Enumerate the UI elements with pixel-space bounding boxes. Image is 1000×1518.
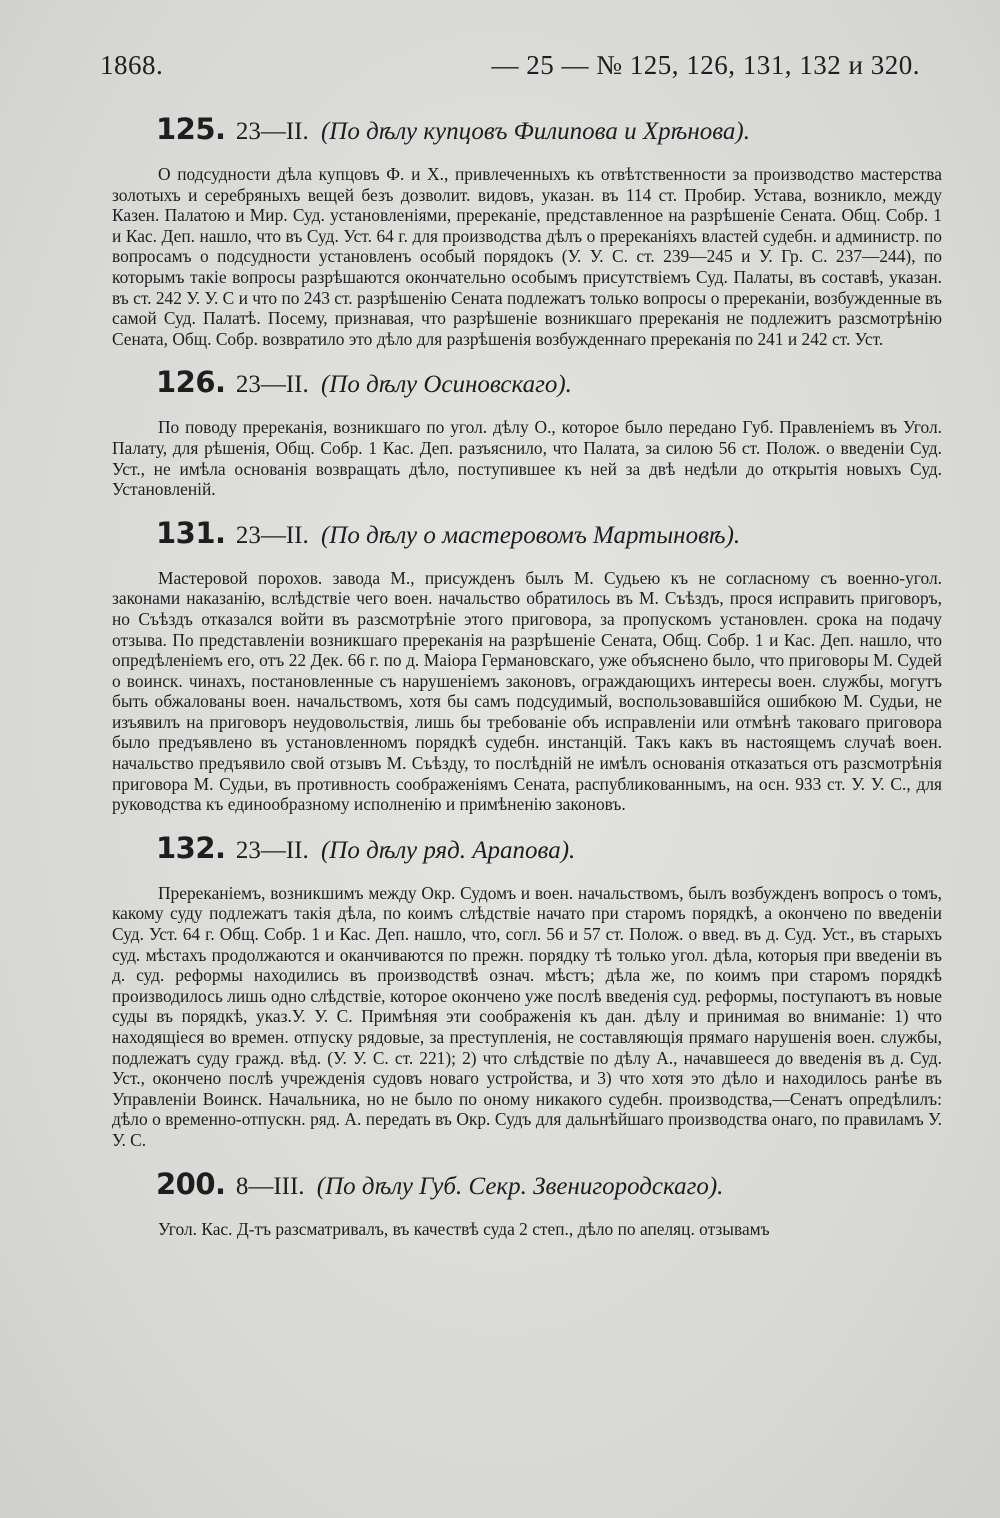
- running-head: — 25 — № 125, 126, 131, 132 и 320.: [491, 50, 920, 80]
- entry-heading: [156, 831, 942, 865]
- entry-text: Пререканiемъ, возникшимъ между Окр. Судомъ и воен. начальствомъ, былъ возбужденъ вопросъ о томъ, какому суду подлежатъ такiя дѣла, по коимъ слѣдствiе начато при старомъ порядкѣ, а окончено по введенiи Суд. Уст. 64 г. Общ. Собр. 1 и Кас. Деп. нашло, что, согл. 56 и 57 ст. Полож. о введ. въ д. Суд. Уст., въ старыхъ суд. мѣстахъ продолжаются и оканчиваются по прежн. порядку тѣ только угол. дѣла, которыя при введенiи въ д. суд. реформы находились въ производствѣ означ. мѣстъ; дѣла же, по коимъ при старомъ порядкѣ производилось лишь одно слѣдствiе, которое окончено уже послѣ введенiя суд. реформы, поступаютъ въ новые суды въ порядкѣ, указ.У. У. С. Примѣняя эти соображенiя къ дан. дѣлу и принимая во вниманiе: 1) что находящiеся во времен. отпуску рядовые, за преступленiя, не составляющiя прямаго нарушенiя воен. службы, подлежатъ суду гражд. вѣд. (У. У. С. ст. 221); 2) что слѣдствiе по дѣлу А., начавшееся до введенiя въ д. Суд. Уст., окончено послѣ учрежденiя судовъ новаго устройства, и 3) что хотя это дѣло и находилось ранѣе въ Управленiи Воинск. Начальника, но не было по оному никакого судебн. производства,—Сенатъ опредѣлилъ: дѣло о временно-отпускн. ряд. А. передать въ Окр. Судъ для дальнѣйшаго производства онаго, по правиламъ У. У. С.: [112, 882, 942, 1150]
- entry-case-title: (По дѣлу о мастеровомъ Мартыновѣ).: [320, 521, 741, 549]
- entry-date: 8—III.: [235, 1172, 305, 1200]
- entry-number: 125.: [156, 112, 226, 146]
- entry-number: 131.: [156, 515, 226, 550]
- entry-number: 132.: [156, 830, 226, 865]
- entry-number: 126.: [156, 365, 226, 400]
- page-year: 1868.: [100, 50, 164, 80]
- entry-131: [112, 516, 942, 815]
- entry-text: Мастеровой порохов. завода М., присужденъ былъ М. Судьею къ не согласному съ военно-угол. законами наказанiю, вслѣдствiе чего воен. начальство обратилось въ М. Съѣздъ, прося исправить приговоръ, но Съѣздъ отказался войти въ разсмотрѣнiе этого приговора, за пропускомъ установлен. срока на подачу отзыва. По представленiи возникшаго пререканiя на разрѣшенiе Сената, Общ. Собр. 1 и Кас. Деп. нашло, что опредѣленiемъ его, отъ 22 Дек. 66 г. по д. Маiора Германовскаго, уже объяснено было, что приговоры М. Судей о воинск. чинахъ, постановленные съ нарушенiемъ законовъ, ограждающихъ интересы воен. службы, могутъ быть обжалованы воен. начальствомъ, хотя бы самъ подсудимый, воспользовавшiйся ошибкою М. Судьи, не изъявилъ на приговоръ неудовольствiя, лишь бы требованiе объ исправленiи или отмѣнѣ таковаго приговора было предъявлено въ установленномъ порядкѣ судебн. инстанцiй. Такъ какъ въ настоящемъ случаѣ воен. начальство предъявило свой отзывъ М. Съѣзду, то послѣднiй не имѣлъ основанiя отказаться отъ разсмотрѣнiя приговора М. Судьи, въ противность соображенiямъ Сената, распубликованнымъ, на осн. 933 ст. У. У. С., для руководства къ единообразному исполненiю и примѣненiю законовъ.: [112, 567, 942, 815]
- entry-heading: [156, 1167, 942, 1201]
- entry-heading: [156, 516, 942, 550]
- entry-case-title: (По дѣлу ряд. Арапова).: [320, 836, 576, 864]
- entry-text: По поводу пререканiя, возникшаго по угол. дѣлу О., которое было передано Губ. Правленiемъ въ Угол. Палату, для рѣшенiя, Общ. Собр. 1 Кас. Деп. разъяснило, что Палата, за силою 56 ст. Полож. о введенiи Суд. Уст., не имѣла основанiя возвращать дѣло, поступившее къ ней за двѣ недѣли до открытiя новыхъ Суд. Установленiй.: [112, 417, 942, 500]
- entry-125: [112, 112, 942, 349]
- entry-date: 23—II.: [235, 371, 309, 399]
- entry-date: 23—II.: [235, 118, 309, 145]
- entry-case-title: (По дѣлу Осиновскаго).: [320, 371, 572, 399]
- entry-date: 23—II.: [235, 836, 309, 864]
- entry-text: Угол. Кас. Д-тъ разсматривалъ, въ качествѣ суда 2 степ., дѣло по апеляц. отзывамъ: [158, 1218, 770, 1239]
- entry-case-title: (По дѣлу Губ. Секр. Звенигородскаго).: [316, 1172, 724, 1200]
- entry-number: 200.: [156, 1166, 226, 1201]
- entry-132: [112, 831, 942, 1151]
- entry-heading: [156, 112, 942, 146]
- entry-200: [112, 1167, 942, 1240]
- entry-126: [112, 365, 942, 499]
- entry-date: 23—II.: [235, 521, 309, 549]
- entry-case-title: (По дѣлу купцовъ Филипова и Хрѣнова).: [320, 118, 750, 145]
- entry-text: О подсудности дѣла купцовъ Ф. и Х., привлеченныхъ къ отвѣтственности за производство мастерства золотыхъ и серебряныхъ вещей безъ дозволит. видовъ, указан. въ 114 ст. Пробир. Устава, возникло, между Казен. Палатою и Мир. Суд. установленiями, пререканіе, представленное на разрѣшеніе Сената. Общ. Собр. 1 и Кас. Деп. нашло, что въ Суд. Уст. 64 г. для производства дѣлъ о пререканiяхъ властей судебн. и администр. по вопросамъ о подсудности установленъ особый порядокъ (У. У. С. ст. 239—245 и У. Гр. С. 237—244), по которымъ такiе вопросы разрѣшаются окончательно особымъ присутствiемъ Суд. Палаты, въ составѣ, указан. въ ст. 242 У. У. С и что по 243 ст. разрѣшенiю Сената подлежатъ только вопросы о пререканiи, возбужденные въ самой Суд. Палатѣ. Посему, признавая, что разрѣшенiе возникшаго пререканiя не подлежитъ разсмотрѣнiю Сената, Общ. Собр. возвратило это дѣло для разрѣшенiя возбужденнаго пререканiя по 241 и 242 ст. Уст.: [112, 164, 942, 349]
- entry-heading: [156, 365, 942, 399]
- page-content: [112, 112, 942, 1255]
